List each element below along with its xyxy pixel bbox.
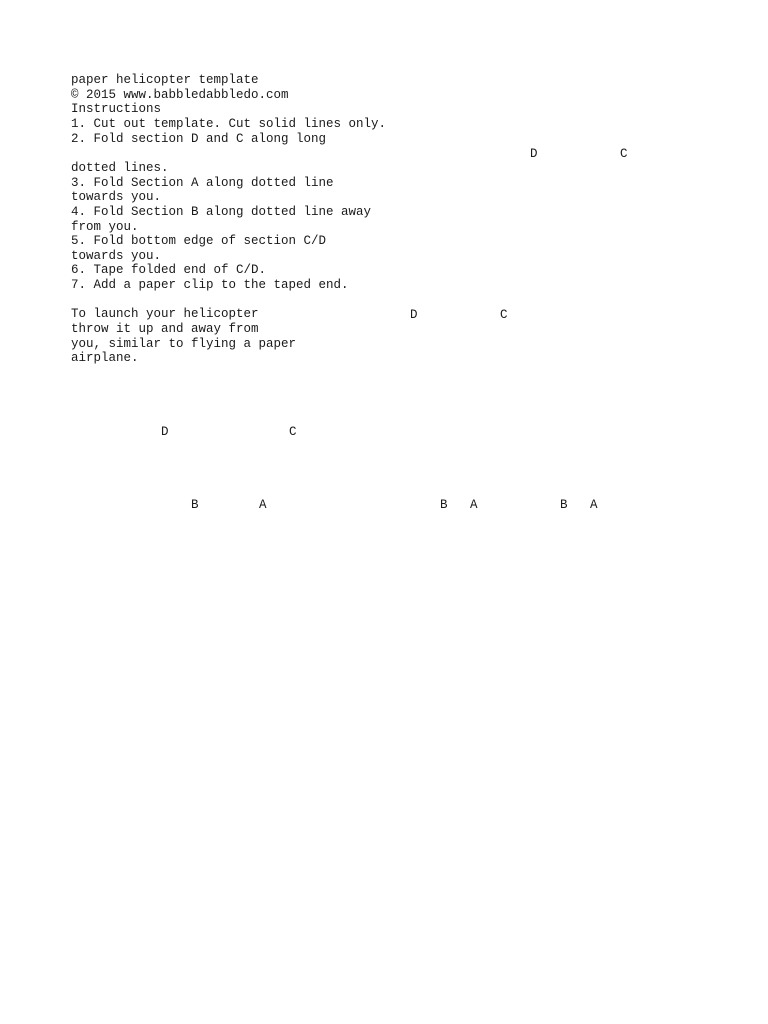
step-5-cont: towards you. [71, 249, 162, 263]
doc-copyright: © 2015 www.babbledabbledo.com [71, 88, 289, 102]
step-2: 2. Fold section D and C along long [71, 132, 327, 146]
step-4-cont: from you. [71, 220, 139, 234]
bottom-mid-section-a-label: A [470, 498, 478, 512]
bottom-left-section-b-label: B [191, 498, 199, 512]
launch-line-2: throw it up and away from [71, 322, 259, 336]
bottom-left-section-a-label: A [259, 498, 267, 512]
launch-line-4: airplane. [71, 351, 139, 365]
bottom-right-section-a-label: A [590, 498, 598, 512]
step-7: 7. Add a paper clip to the taped end. [71, 278, 349, 292]
bottom-mid-section-b-label: B [440, 498, 448, 512]
step-1: 1. Cut out template. Cut solid lines only. [71, 117, 387, 131]
small-section-c-label: C [289, 425, 297, 439]
step-4: 4. Fold Section B along dotted line away [71, 205, 372, 219]
bottom-right-section-b-label: B [560, 498, 568, 512]
step-6: 6. Tape folded end of C/D. [71, 263, 267, 277]
large-section-c-label: C [620, 147, 628, 161]
small-section-d-label: D [161, 425, 169, 439]
step-3-cont: towards you. [71, 190, 162, 204]
large-section-d-label: D [530, 147, 538, 161]
step-5: 5. Fold bottom edge of section C/D [71, 234, 327, 248]
doc-title: paper helicopter template [71, 73, 259, 87]
launch-line-1: To launch your helicopter [71, 307, 259, 321]
launch-line-3: you, similar to flying a paper [71, 337, 297, 351]
medium-section-d-label: D [410, 308, 418, 322]
medium-section-c-label: C [500, 308, 508, 322]
instructions-heading: Instructions [71, 102, 162, 116]
step-2-cont: dotted lines. [71, 161, 169, 175]
step-3: 3. Fold Section A along dotted line [71, 176, 334, 190]
